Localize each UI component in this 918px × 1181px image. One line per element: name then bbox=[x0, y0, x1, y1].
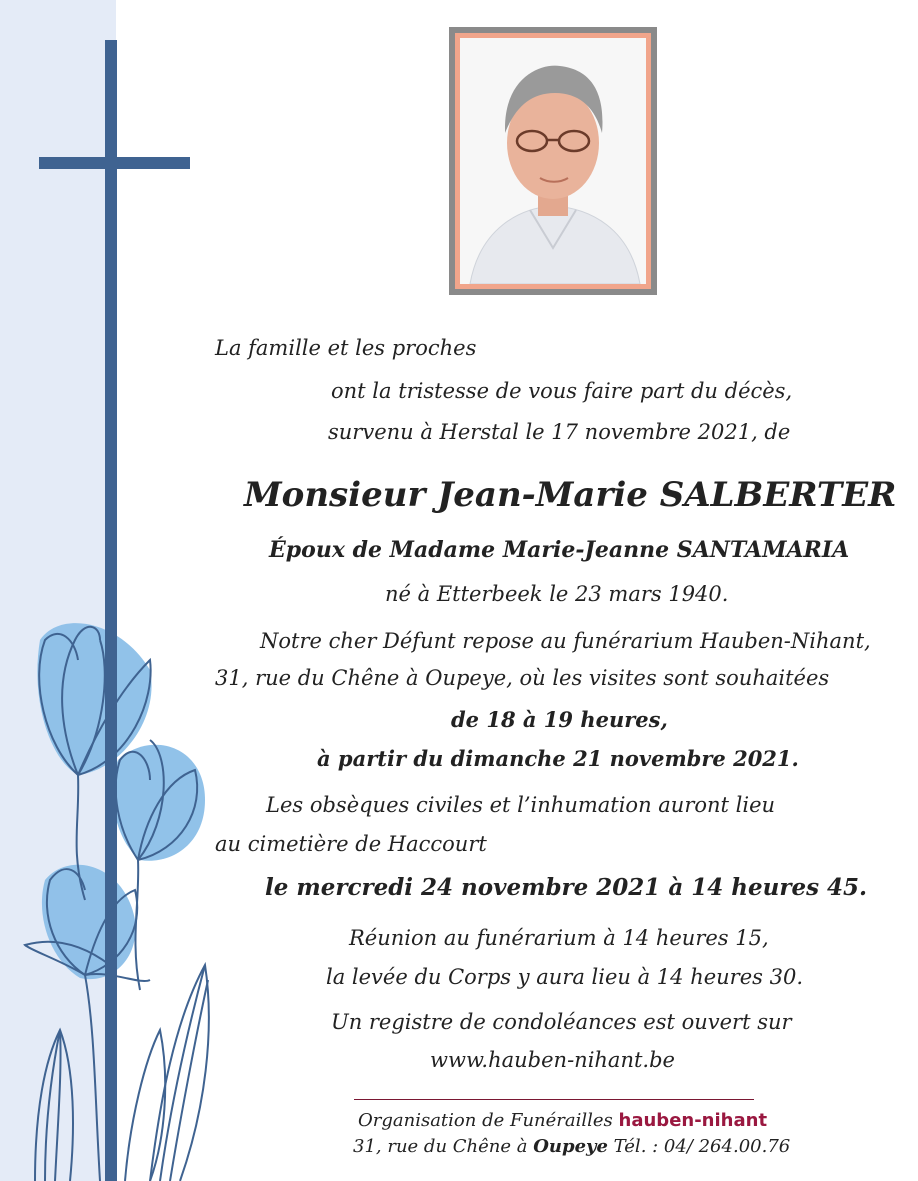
birth-line: né à Etterbeek le 23 mars 1940. bbox=[385, 582, 729, 606]
brand-logo-text: hauben-nihant bbox=[618, 1110, 768, 1131]
deceased-name: Monsieur Jean-Marie SALBERTER bbox=[244, 475, 897, 515]
levee-line: la levée du Corps y aura lieu à 14 heures 30. bbox=[326, 965, 804, 989]
funeral-date: le mercredi 24 novembre 2021 à 14 heures 45. bbox=[265, 874, 868, 901]
footer-town: Oupeye bbox=[533, 1136, 608, 1157]
cross-horizontal bbox=[39, 157, 190, 169]
portrait-mat bbox=[455, 33, 651, 289]
meeting-line: Réunion au funérarium à 14 heures 15, bbox=[349, 926, 769, 950]
funeral-line-1: Les obsèques civiles et l’inhumation auront lieu bbox=[266, 793, 776, 817]
visit-start: à partir du dimanche 21 novembre 2021. bbox=[317, 746, 799, 771]
register-line: Un registre de condoléances est ouvert sur bbox=[331, 1010, 792, 1034]
portrait-photo bbox=[460, 38, 646, 284]
footer-address bbox=[353, 1136, 790, 1158]
funeral-line-2: au cimetière de Haccourt bbox=[215, 832, 487, 856]
intro-line-3: survenu à Herstal le 17 novembre 2021, de bbox=[328, 420, 791, 444]
footer-organisation bbox=[358, 1110, 767, 1132]
cross-and-tulips-decoration bbox=[0, 0, 240, 1181]
intro-line-2: ont la tristesse de vous faire part du décès, bbox=[331, 379, 793, 403]
rest-line-2: 31, rue du Chêne à Oupeye, où les visites sont souhaitées bbox=[215, 666, 830, 690]
portrait-illustration bbox=[460, 38, 646, 284]
rest-line-1: Notre cher Défunt repose au funérarium Hauben-Nihant, bbox=[260, 629, 871, 653]
footer-phone: Tél. : 04/ 264.00.76 bbox=[613, 1136, 791, 1157]
website-link[interactable]: www.hauben-nihant.be bbox=[430, 1048, 675, 1072]
footer-org-prefix: Organisation de Funérailles bbox=[358, 1110, 613, 1131]
visit-hours: de 18 à 19 heures, bbox=[451, 707, 668, 732]
cross-vertical bbox=[105, 40, 117, 1181]
footer-address-prefix: 31, rue du Chêne à bbox=[353, 1136, 528, 1157]
intro-line-1: La famille et les proches bbox=[215, 336, 477, 360]
portrait-frame bbox=[449, 27, 657, 295]
footer-divider bbox=[354, 1099, 754, 1100]
spouse-line: Époux de Madame Marie-Jeanne SANTAMARIA bbox=[269, 537, 850, 563]
